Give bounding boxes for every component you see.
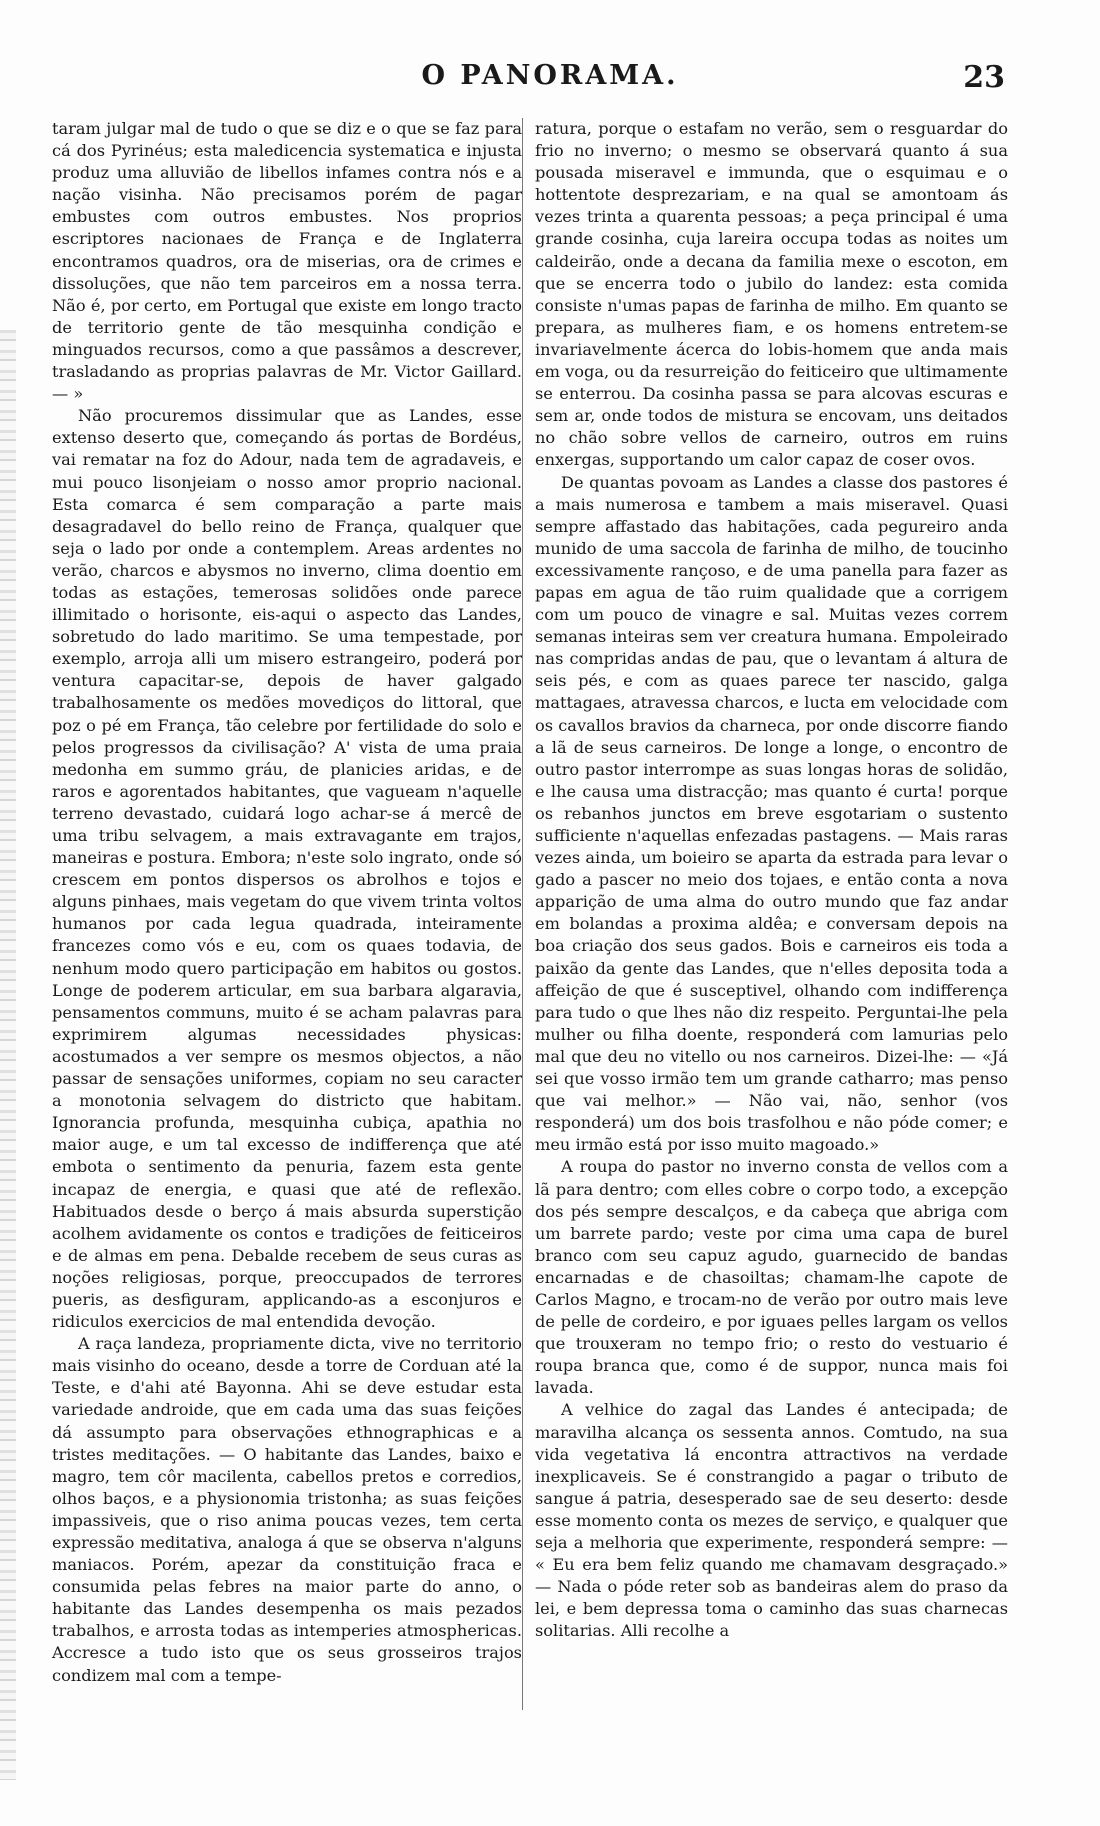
paragraph: taram julgar mal de tudo o que se diz e o que se faz para cá dos Pyrinéus; esta maledicencia systematica e injusta produz uma alluvião de libellos infames contra nós e a nação visinha. Não precisamos porém de pagar embustes com outros embustes. Nos proprios escriptores nacionaes de França e de Inglaterra encontramos quadros, ora de miserias, ora de crimes e dissoluções, que não tem parceiros em a nossa terra. Não é, por certo, em Portugal que existe em longo tracto de territorio gente de tão mesquinha condição e minguados recursos, como a que passâmos a descrever, trasladando as proprias palavras de Mr. Victor Gaillard. — » (52, 119, 522, 404)
page-header (0, 60, 1100, 104)
paragraph: A velhice do zagal das Landes é antecipada; de maravilha alcança os sessenta annos. Comtudo, na sua vida vegetativa lá encontra attractivos na verdade inexplicaveis. Se é constrangido a pagar o tributo de sangue á patria, desesperado sae de seu deserto: desde esse momento conta os mezes de serviço, e qualquer que seja a melhoria que experimente, responderá sempre: — « Eu era bem feliz quando me chamavam desgraçado.» — Nada o póde reter sob as bandeiras alem do praso da lei, e bem depressa toma o caminho das suas charnecas solitarias. Alli recolhe a (535, 1400, 1008, 1641)
paragraph: De quantas povoam as Landes a classe dos pastores é a mais numerosa e tambem a mais miseravel. Quasi sempre affastado das habitações, cada pegureiro anda munido de uma saccola de farinha de milho, de toucinho excessivamente rançoso, e de uma panella para fazer as papas em agua de tão ruim qualidade que a corrigem com um pouco de vinagre e sal. Muitas vezes correm semanas inteiras sem ver creatura humana. Empoleirado nas compridas andas de pau, que o levantam á altura de seis pés, e com as quaes parece ter nascido, galga mattagaes, atravessa charcos, e lucta em velocidade com os cavallos bravios da charneca, por onde discorre fiando a lã de seus carneiros. De longe a longe, o encontro de outro pastor interrompe as suas longas horas de solidão, e lhe causa uma distracção; mas quanto é curta! porque os rebanhos junctos em breve esgotariam o sustento sufficiente n'aquellas enfezadas pastagens. — Mais raras vezes ainda, um boieiro se aparta da estrada para levar o gado a pascer no meio dos tojaes, e então conta a nova apparição de uma alma do outro mundo que faz andar em bolandas a proxima aldêa; e conversam depois na boa criação dos seus gados. Bois e carneiros eis toda a paixão da gente das Landes, que n'elles deposita toda a affeição de que é susceptivel, olhando com indifferença para tudo o que lhes não diz respeito. Perguntai-lhe pela mulher ou filha doente, responderá com lamurias pelo mal que deu no vitello ou nos carneiros. Dizei-lhe: — «Já sei que vosso irmão tem um grande catharro; mas penso que vai melhor.» — Não vai, não, senhor (vos responderá) um dos bois trasfolhou e não póde comer; e meu irmão está por isso muito magoado.» (535, 472, 1008, 1155)
scan-edge-artifact (0, 330, 16, 1780)
paragraph: A roupa do pastor no inverno consta de vellos com a lã para dentro; com elles cobre o corpo todo, a excepção dos pés sempre descalços, e da cabeça que abriga com um barrete pardo; veste por cima uma capa de burel branco com seu capuz agudo, guarnecido de bandas encarnadas e de chasoiltas; chamam-lhe capote de Carlos Magno, e trocam-no de verão por outro mais leve de pelle de cordeiro, e por iguaes pelles largam os vellos que trouxeram no tempo frio; o resto do vestuario é roupa branca que, como é de suppor, nunca mais foi lavada. (535, 1157, 1008, 1398)
publication-title: O PANORAMA. (421, 60, 679, 91)
paragraph: ratura, porque o estafam no verão, sem o resguardar do frio no inverno; o mesmo se observará quanto á sua pousada miseravel e immunda, que o esquimau e o hottentote desprezariam, e na qual se amontoam ás vezes trinta a quarenta pessoas; a peça principal é uma grande cosinha, cuja lareira occupa todas as noites um caldeirão, onde a decana da familia mexe o escoton, em que se encerra todo o jubilo do landez: esta comida consiste n'umas papas de farinha de milho. Em quanto se prepara, as mulheres fiam, e os homens entretem-se invariavelmente ácerca do lobis-homem que anda mais em voga, ou da resurreição do feiticeiro que ultimamente se enterrou. Da cosinha passa se para alcovas escuras e sem ar, onde todos de mistura se encovam, uns deitados no chão sobre vellos de carneiro, outros em ruins enxergas, supportando um calor capaz de coser ovos. (535, 119, 1009, 470)
page-number: 23 (963, 60, 1005, 95)
column-divider (522, 118, 523, 1710)
paragraph: A raça landeza, propriamente dicta, vive no territorio mais visinho do oceano, desde a torre de Corduan até la Teste, e d'ahi até Bayonna. Ahi se deve estudar esta variedade androide, que em cada uma das suas feições dá assumpto para observações ethnographicas e a tristes meditações. — O habitante das Landes, baixo e magro, tem côr macilenta, cabellos pretos e corredios, olhos baços, e a physionomia tristonha; as suas feições impassiveis, que o riso anima poucas vezes, tem certa expressão meditativa, analoga á que se observa n'alguns maniacos. Porém, apezar da constituição fraca e consumida pelas febres na maior parte do anno, o habitante das Landes desempenha os mais pezados trabalhos, e arrosta todas as intemperies atmosphericas. Accresce a tudo isto que os seus grosseiros trajos condizem mal com a tempe- (52, 1334, 522, 1685)
right-column (535, 118, 1008, 1642)
left-column (52, 118, 522, 1687)
paragraph: Não procuremos dissimular que as Landes, esse extenso deserto que, começando ás portas de Bordéus, vai rematar na foz do Adour, nada tem de agradaveis, e mui pouco lisonjeiam o nosso amor proprio nacional. Esta comarca é sem comparação a parte mais desagradavel do bello reino de França, qualquer que seja o lado por onde a contemplem. Areas ardentes no verão, charcos e abysmos no inverno, clima doentio em todas as estações, temerosas solidões onde parece illimitado o horisonte, eis-aqui o aspecto das Landes, sobretudo do lado maritimo. Se uma tempestade, por exemplo, arroja alli um misero estrangeiro, poderá por ventura capacitar-se, depois de haver galgado trabalhosamente os medões movediços do littoral, que poz o pé em França, tão celebre por fertilidade do solo e pelos progressos da civilisação? A' vista de uma praia medonha em summo gráu, de planicies aridas, e de raros e agorentados habitantes, que vagueam n'aquelle terreno devastado, cuidará logo achar-se á mercê de uma tribu selvagem, a mais extravagante em trajos, maneiras e postura. Embora; n'este solo ingrato, onde só crescem em pontos dispersos os abrolhos e tojos e alguns pinhaes, mais vegetam do que vivem trinta voltos humanos por cada legua quadrada, inteiramente francezes como vós e eu, com os quaes todavia, de nenhum modo quero participação em habitos ou gostos. Longe de poderem articular, em sua barbara algaravia, pensamentos communs, muito é se acham palavras para exprimirem algumas necessidades physicas: acostumados a ver sempre os mesmos objectos, a não passar de sensações uniformes, copiam no seu caracter a monotonia selvagem do districto que habitam. Ignorancia profunda, mesquinha cubiça, apathia no maior auge, e um tal excesso de indifferença que até embota o sentimento da penuria, fazem esta gente incapaz de energia, e quasi que até de reflexão. Habituados desde o berço á mais absurda superstição acolhem avidamente os contos e tradições de feiticeiros e de almas em pena. Debalde recebem de seus curas as noções religiosas, porque, preoccupados de terrores pueris, as desfiguram, applicando-as a esconjuros e ridiculos exercicios de mal entendida devoção. (52, 406, 522, 1332)
